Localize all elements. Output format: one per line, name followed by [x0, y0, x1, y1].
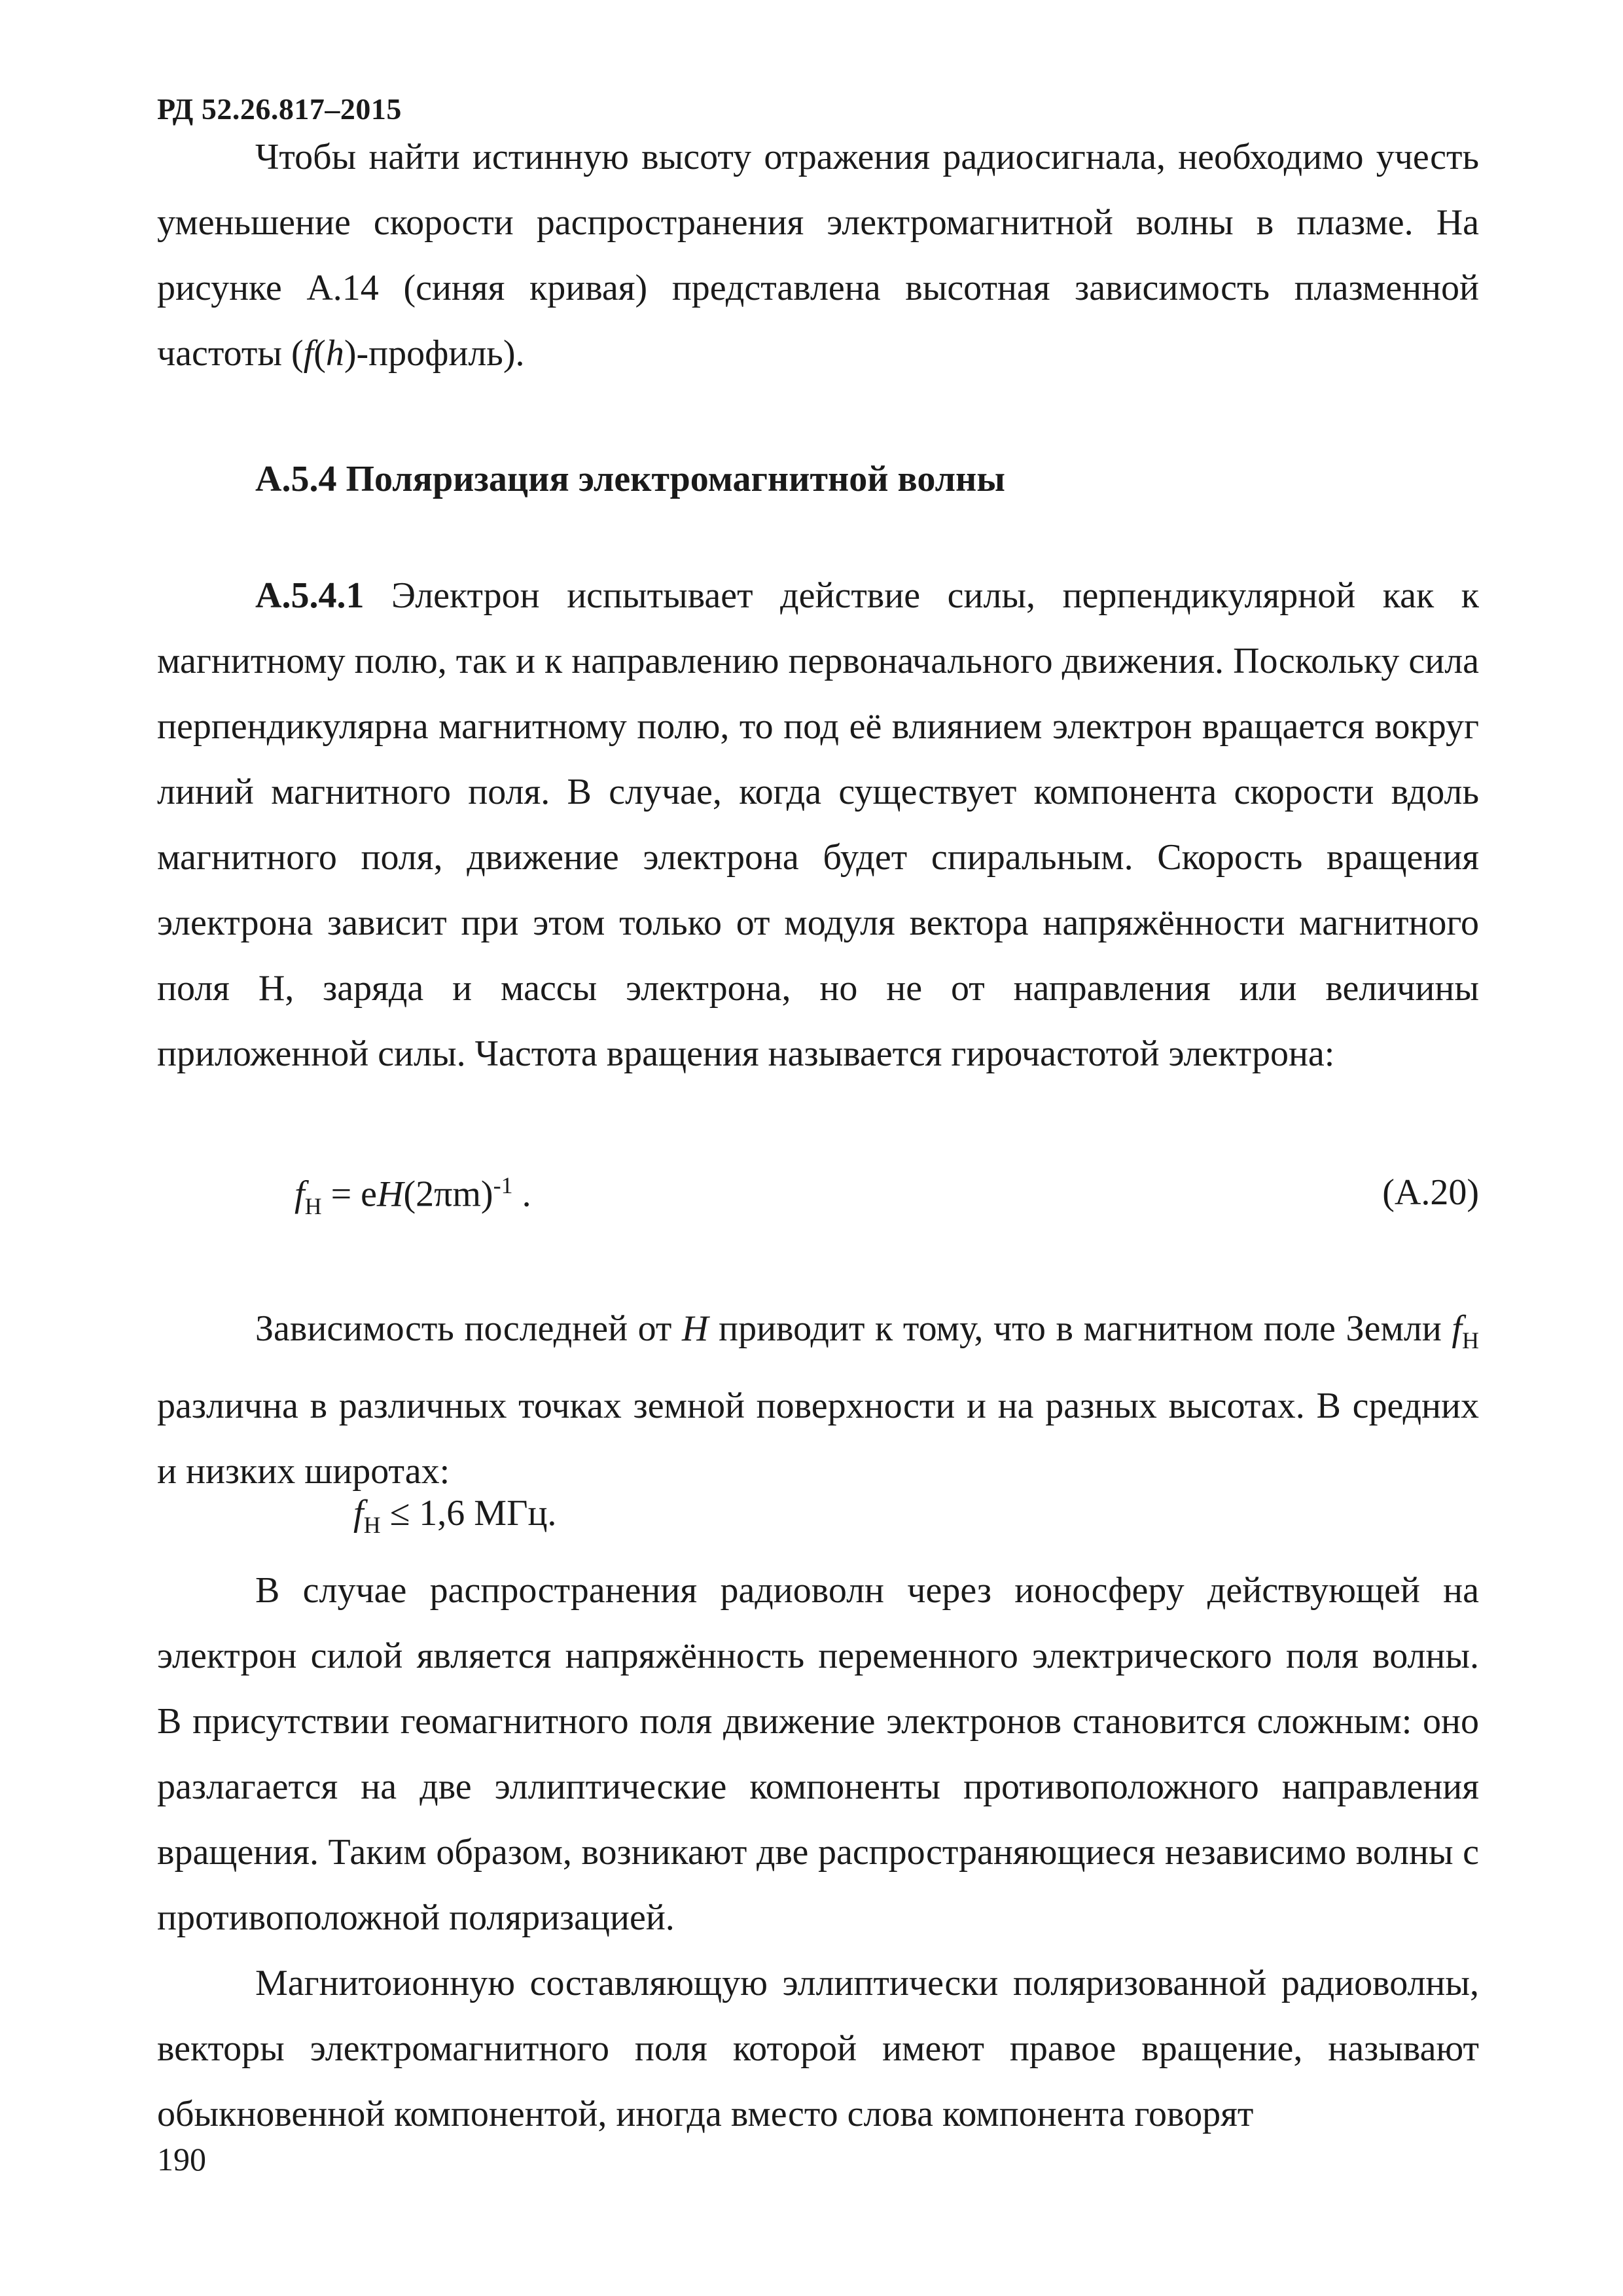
formula-fh-limit	[353, 1492, 556, 1539]
symbol-H: H	[682, 1308, 709, 1349]
paragraph-text: Чтобы найти истинную высоту отражения радиосигнала, необходимо учесть уменьшение скорости распространения электромагнитной волны в плазме. На рисунке А.14 (синяя кривая) представлена высотная зависимость плазменной частоты (	[157, 137, 1479, 374]
formula-rest: (2πm)	[403, 1174, 493, 1215]
clause-a541	[157, 563, 1479, 1086]
formula-equals: = e	[321, 1174, 377, 1215]
paragraph-plasma-frequency	[157, 124, 1479, 386]
document-code: РД 52.26.817–2015	[157, 92, 402, 126]
paren: (	[313, 333, 326, 374]
formula-a20	[294, 1172, 531, 1220]
superscript: -1	[493, 1172, 513, 1198]
symbol-H: H	[377, 1174, 404, 1215]
subscript-h: H	[363, 1512, 381, 1539]
paragraph-text-end: различна в различных точках земной поверхности и на разных высотах. В средних и низких широтах:	[157, 1386, 1479, 1492]
section-heading: А.5.4 Поляризация электромагнитной волны	[255, 459, 1006, 499]
clause-text: Электрон испытывает действие силы, перпендикулярной как к магнитному полю, так и к направлению первоначального движения. Поскольку сила перпендикулярна магнитному полю, то под её влиянием электрон вращается вокруг линий магнитного поля. В случае, когда существует компонента скорости вдоль магнитного поля, движение электрона будет спиральным. Скорость вращения электрона зависит при этом только от модуля вектора напряжённости магнитного поля Н, заряда и массы электрона, но не от направления или величины приложенной силы. Частота вращения называется гирочастотой электрона:	[157, 575, 1479, 1074]
page-number: 190	[157, 2141, 206, 2178]
symbol-f: f	[353, 1493, 364, 1534]
paragraph-text-mid: приводит к тому, что в магнитном поле Земли	[708, 1308, 1452, 1349]
symbol-h: h	[325, 333, 344, 374]
formula-rest: ≤ 1,6 МГц.	[380, 1493, 557, 1534]
paragraph-ionosphere: В случае распространения радиоволн через ионосферу действующей на электрон силой является напряжённость переменного электрического поля волны. В присутствии геомагнитного поля движение электронов становится сложным: оно разлагается на две эллиптические компоненты противоположного направления вращения. Таким образом, возникают две распространяющиеся независимо волны с противоположной поляризацией.	[157, 1570, 1479, 1938]
paragraph-text: Зависимость последней от	[255, 1308, 683, 1349]
formula-reference: (А.20)	[1382, 1172, 1479, 1213]
symbol-f: f	[1452, 1308, 1462, 1349]
paragraph-text-end: )-профиль).	[344, 333, 525, 374]
paragraph-dependence	[157, 1296, 1479, 1504]
subscript-h: H	[304, 1193, 322, 1219]
formula-end: .	[512, 1174, 531, 1215]
symbol-f: f	[303, 333, 314, 374]
clause-number: А.5.4.1	[255, 575, 365, 616]
symbol-f: f	[294, 1174, 305, 1215]
paragraph-magnetoionic: Магнитоионную составляющую эллиптически поляризованной радиоволны, векторы электромагнитного поля которой имеют правое вращение, называют обыкновенной компонентой, иногда вместо слова компонента говорят	[157, 1963, 1479, 2134]
subscript-h: H	[1461, 1327, 1479, 1354]
